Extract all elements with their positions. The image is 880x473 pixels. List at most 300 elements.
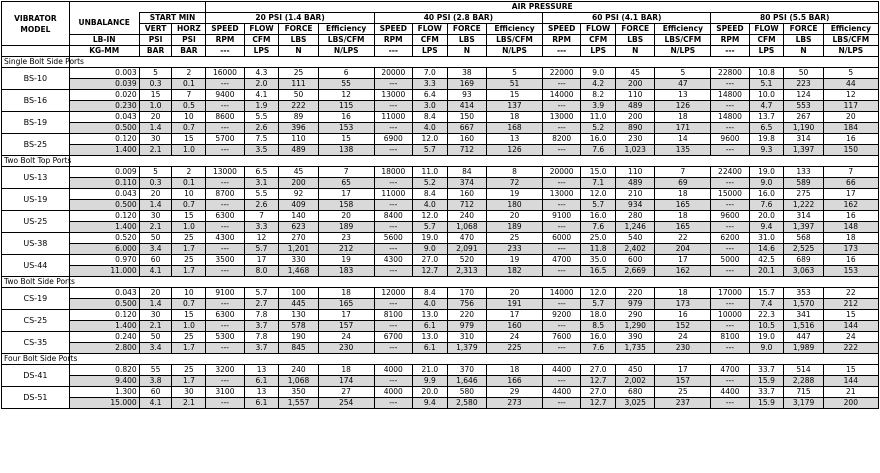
table-row — [2, 112, 879, 123]
table-cell: 0.043 — [69, 189, 139, 200]
table-cell: 20 — [823, 112, 878, 123]
unit-efficiency-metric: N/LPS — [318, 46, 374, 57]
model-name: BS-16 — [2, 90, 70, 112]
table-cell: 2,288 — [784, 376, 823, 387]
table-cell: --- — [206, 299, 244, 310]
table-cell: 27.0 — [412, 255, 447, 266]
model-name: DS-51 — [2, 387, 70, 409]
table-cell: --- — [206, 101, 244, 112]
table-cell: 5300 — [206, 332, 244, 343]
table-cell: 0.039 — [69, 79, 139, 90]
unit-force-us: LBS — [784, 35, 823, 46]
table-cell: 30 — [139, 211, 172, 222]
table-cell: 20 — [139, 288, 172, 299]
table-cell: --- — [543, 178, 581, 189]
table-cell: 14800 — [711, 112, 749, 123]
vert-header: VERT — [139, 24, 172, 35]
table-cell: 9.0 — [749, 178, 784, 189]
table-cell: --- — [543, 321, 581, 332]
table-cell: 414 — [447, 101, 486, 112]
table-row-metric — [2, 321, 879, 332]
unit-efficiency-metric: N/LPS — [823, 46, 878, 57]
col-speed-header: SPEED — [543, 24, 581, 35]
table-cell: 8.0 — [244, 266, 279, 277]
table-cell: 12 — [823, 90, 878, 101]
table-cell: 2.1 — [139, 145, 172, 156]
table-cell: 15 — [139, 90, 172, 101]
table-cell: 47 — [655, 79, 711, 90]
unit-speed-metric: --- — [206, 46, 244, 57]
table-cell: 117 — [823, 101, 878, 112]
table-cell: 135 — [655, 145, 711, 156]
table-cell: 3,025 — [616, 398, 655, 409]
horz-header: HORZ — [172, 24, 206, 35]
table-cell: --- — [374, 321, 412, 332]
table-cell: 22400 — [711, 167, 749, 178]
table-cell: 50 — [139, 332, 172, 343]
table-cell: 6900 — [374, 134, 412, 145]
table-row — [2, 68, 879, 79]
table-cell: 15 — [318, 134, 374, 145]
table-cell: 165 — [655, 222, 711, 233]
col-speed-header: SPEED — [206, 24, 244, 35]
col-force-header: FORCE — [616, 24, 655, 35]
table-cell: 210 — [616, 189, 655, 200]
col-force-header: FORCE — [784, 24, 823, 35]
table-cell: 12.0 — [581, 189, 616, 200]
table-cell: 13 — [244, 365, 279, 376]
table-cell: 160 — [447, 134, 486, 145]
unit-flow-metric: LPS — [749, 46, 784, 57]
table-cell: 180 — [486, 200, 542, 211]
table-cell: 15 — [823, 365, 878, 376]
table-cell: 3100 — [206, 387, 244, 398]
table-cell: 18 — [655, 288, 711, 299]
table-row-metric — [2, 101, 879, 112]
table-cell: 8 — [486, 167, 542, 178]
table-cell: 27 — [318, 387, 374, 398]
table-cell: 1,290 — [616, 321, 655, 332]
table-cell: --- — [711, 222, 749, 233]
table-cell: 124 — [784, 90, 823, 101]
table-cell: 9100 — [206, 288, 244, 299]
table-row-metric — [2, 123, 879, 134]
table-cell: 0.500 — [69, 299, 139, 310]
table-cell: 0.043 — [69, 288, 139, 299]
table-cell: 4400 — [543, 387, 581, 398]
table-cell: 409 — [279, 200, 318, 211]
table-cell: 25.0 — [581, 233, 616, 244]
col-efficiency-header: Efficiency — [823, 24, 878, 35]
pressure-60-header: 60 PSI (4.1 BAR) — [543, 13, 711, 24]
table-cell: 19.0 — [412, 233, 447, 244]
table-cell: 20.1 — [749, 266, 784, 277]
section-spacer — [69, 354, 878, 365]
unit-efficiency-us: LBS/CFM — [823, 35, 878, 46]
table-cell: 1,201 — [279, 244, 318, 255]
table-cell: 1.400 — [69, 321, 139, 332]
table-cell: 15.7 — [749, 288, 784, 299]
unit-force-metric: N — [616, 46, 655, 57]
model-name: BS-25 — [2, 134, 70, 156]
table-cell: 126 — [486, 145, 542, 156]
table-cell: 18 — [486, 365, 542, 376]
table-row — [2, 288, 879, 299]
table-cell: 111 — [279, 79, 318, 90]
table-cell: 8200 — [543, 134, 581, 145]
table-cell: --- — [374, 79, 412, 90]
model-name: US-25 — [2, 211, 70, 233]
table-cell: 2.800 — [69, 343, 139, 354]
table-cell: 212 — [823, 299, 878, 310]
table-cell: 11000 — [374, 189, 412, 200]
section-row — [2, 277, 879, 288]
table-cell: 0.043 — [69, 112, 139, 123]
table-cell: 169 — [447, 79, 486, 90]
table-cell: 237 — [655, 398, 711, 409]
table-cell: 7.0 — [412, 68, 447, 79]
table-cell: 15.000 — [69, 398, 139, 409]
table-cell: 22000 — [543, 68, 581, 79]
table-cell: --- — [543, 145, 581, 156]
col-efficiency-header: Efficiency — [318, 24, 374, 35]
table-cell: 189 — [486, 222, 542, 233]
table-cell: 2,091 — [447, 244, 486, 255]
table-cell: 15 — [172, 211, 206, 222]
section-spacer — [69, 156, 878, 167]
table-cell: 12 — [244, 233, 279, 244]
table-cell: 979 — [447, 321, 486, 332]
table-cell: 3500 — [206, 255, 244, 266]
table-row-metric — [2, 398, 879, 409]
table-cell: 712 — [447, 145, 486, 156]
table-cell: 578 — [279, 321, 318, 332]
table-cell: 979 — [616, 299, 655, 310]
table-cell: 6000 — [543, 233, 581, 244]
table-cell: 6700 — [374, 332, 412, 343]
table-cell: --- — [711, 79, 749, 90]
table-cell: 1,222 — [784, 200, 823, 211]
table-cell: 20 — [486, 288, 542, 299]
unit-efficiency-metric: N/LPS — [486, 46, 542, 57]
table-cell: --- — [711, 299, 749, 310]
table-cell: 5.1 — [749, 79, 784, 90]
table-cell: --- — [543, 200, 581, 211]
unit-speed-metric: --- — [374, 46, 412, 57]
table-cell: 183 — [318, 266, 374, 277]
table-cell: 55 — [318, 79, 374, 90]
table-row — [2, 211, 879, 222]
table-cell: 1,246 — [616, 222, 655, 233]
table-cell: 623 — [279, 222, 318, 233]
table-cell: 8.2 — [581, 90, 616, 101]
table-cell: 16 — [823, 211, 878, 222]
table-cell: 8700 — [206, 189, 244, 200]
table-cell: 18 — [318, 288, 374, 299]
table-cell: --- — [543, 266, 581, 277]
table-cell: 15.9 — [749, 398, 784, 409]
table-cell: 165 — [655, 200, 711, 211]
table-cell: --- — [374, 244, 412, 255]
table-cell: 7.8 — [244, 310, 279, 321]
table-cell: 115 — [318, 101, 374, 112]
unit-unbalance-metric: KG-MM — [69, 46, 139, 57]
table-cell: 212 — [318, 244, 374, 255]
table-cell: --- — [543, 222, 581, 233]
unit-efficiency-metric: N/LPS — [655, 46, 711, 57]
table-cell: 0.7 — [172, 123, 206, 134]
table-cell: 162 — [823, 200, 878, 211]
table-cell: 447 — [784, 332, 823, 343]
unit-force-us: LBS — [279, 35, 318, 46]
section-title: Two Bolt Side Ports — [2, 277, 70, 288]
vibrator-spec-table — [1, 1, 879, 409]
table-cell: 138 — [318, 145, 374, 156]
table-cell: 230 — [318, 343, 374, 354]
table-cell: 3.1 — [244, 178, 279, 189]
table-cell: 18000 — [374, 167, 412, 178]
table-cell: 1.0 — [172, 222, 206, 233]
unit-speed-metric: --- — [711, 46, 749, 57]
table-cell: 4000 — [374, 387, 412, 398]
model-name: US-13 — [2, 167, 70, 189]
table-cell: 8.4 — [412, 189, 447, 200]
table-row-metric — [2, 178, 879, 189]
table-cell: 14.6 — [749, 244, 784, 255]
table-cell: 756 — [447, 299, 486, 310]
table-cell: 330 — [279, 255, 318, 266]
table-cell: 15 — [486, 90, 542, 101]
table-cell: 150 — [823, 145, 878, 156]
table-cell: 314 — [784, 211, 823, 222]
table-cell: 4.0 — [412, 299, 447, 310]
table-cell: 10 — [172, 189, 206, 200]
col-efficiency-header: Efficiency — [655, 24, 711, 35]
table-cell: 845 — [279, 343, 318, 354]
table-cell: 191 — [486, 299, 542, 310]
table-cell: 42.5 — [749, 255, 784, 266]
table-cell: 390 — [616, 332, 655, 343]
table-cell: 4300 — [206, 233, 244, 244]
table-cell: 280 — [616, 211, 655, 222]
table-cell: 0.3 — [139, 178, 172, 189]
table-cell: 7.6 — [749, 200, 784, 211]
table-cell: 9200 — [543, 310, 581, 321]
table-cell: --- — [206, 200, 244, 211]
unit-unbalance-us: LB-IN — [69, 35, 139, 46]
table-cell: --- — [711, 200, 749, 211]
table-cell: 19.8 — [749, 134, 784, 145]
table-cell: 7600 — [543, 332, 581, 343]
table-cell: --- — [206, 244, 244, 255]
table-cell: 25 — [486, 233, 542, 244]
table-cell: 2.1 — [172, 398, 206, 409]
table-cell: 25 — [172, 365, 206, 376]
table-cell: --- — [374, 222, 412, 233]
table-cell: 222 — [823, 343, 878, 354]
table-cell: 0.3 — [139, 79, 172, 90]
col-speed-header: SPEED — [711, 24, 749, 35]
table-cell: 17 — [244, 255, 279, 266]
table-cell: 9.4 — [412, 398, 447, 409]
table-cell: 2 — [172, 167, 206, 178]
table-cell: 0.003 — [69, 68, 139, 79]
table-cell: 489 — [616, 178, 655, 189]
table-cell: 5000 — [711, 255, 749, 266]
pressure-20-header: 20 PSI (1.4 BAR) — [206, 13, 374, 24]
table-cell: 22 — [655, 233, 711, 244]
table-cell: 21 — [823, 387, 878, 398]
table-cell: 1,397 — [784, 222, 823, 233]
table-cell: 4300 — [374, 255, 412, 266]
table-cell: 13000 — [543, 189, 581, 200]
table-cell: 27.0 — [581, 365, 616, 376]
table-cell: 72 — [486, 178, 542, 189]
table-cell: 240 — [279, 365, 318, 376]
table-cell: 2 — [172, 68, 206, 79]
table-cell: 12.0 — [412, 134, 447, 145]
table-cell: 2,525 — [784, 244, 823, 255]
table-cell: 11.000 — [69, 266, 139, 277]
table-cell: 5.7 — [412, 145, 447, 156]
section-row — [2, 57, 879, 68]
table-cell: 275 — [784, 189, 823, 200]
unit-force-us: LBS — [616, 35, 655, 46]
table-cell: 6.5 — [244, 167, 279, 178]
table-cell: 680 — [616, 387, 655, 398]
table-cell: 2.0 — [244, 79, 279, 90]
table-cell: 160 — [486, 321, 542, 332]
table-cell: --- — [711, 244, 749, 255]
table-cell: 2,669 — [616, 266, 655, 277]
model-name: US-38 — [2, 233, 70, 255]
unit-force-us: LBS — [447, 35, 486, 46]
table-cell: 29 — [486, 387, 542, 398]
table-cell: 1.7 — [172, 266, 206, 277]
table-row-metric — [2, 200, 879, 211]
col-speed-header: SPEED — [374, 24, 412, 35]
table-cell: 4.0 — [412, 200, 447, 211]
table-cell: 140 — [279, 211, 318, 222]
table-cell: 10.0 — [749, 90, 784, 101]
table-cell: 4.7 — [749, 101, 784, 112]
table-cell: 20.0 — [412, 387, 447, 398]
table-cell: 16 — [823, 134, 878, 145]
table-cell: 16000 — [206, 68, 244, 79]
table-cell: 24 — [486, 332, 542, 343]
table-cell: 15 — [823, 310, 878, 321]
table-cell: 1.0 — [172, 321, 206, 332]
table-cell: 8100 — [711, 332, 749, 343]
table-cell: 489 — [279, 145, 318, 156]
table-cell: 310 — [447, 332, 486, 343]
table-cell: 19 — [486, 189, 542, 200]
table-cell: 1,379 — [447, 343, 486, 354]
table-cell: --- — [206, 79, 244, 90]
unit-force-metric: N — [279, 46, 318, 57]
table-cell: 1,068 — [447, 222, 486, 233]
table-cell: 1.7 — [172, 244, 206, 255]
table-cell: 22.3 — [749, 310, 784, 321]
table-cell: 11000 — [374, 112, 412, 123]
unit-efficiency-us: LBS/CFM — [318, 35, 374, 46]
table-cell: 16.0 — [581, 332, 616, 343]
table-cell: --- — [206, 343, 244, 354]
table-cell: 3.3 — [412, 79, 447, 90]
table-cell: 4.1 — [139, 266, 172, 277]
table-cell: 35.0 — [581, 255, 616, 266]
table-cell: --- — [711, 145, 749, 156]
table-cell: 514 — [784, 365, 823, 376]
table-cell: 100 — [279, 288, 318, 299]
table-cell: 137 — [486, 101, 542, 112]
table-cell: 144 — [823, 376, 878, 387]
table-cell: 10000 — [711, 310, 749, 321]
table-cell: 200 — [823, 398, 878, 409]
table-cell: 267 — [784, 112, 823, 123]
table-cell: 3.0 — [412, 101, 447, 112]
table-body — [2, 57, 879, 409]
table-cell: 9.0 — [581, 68, 616, 79]
table-cell: 2.1 — [139, 222, 172, 233]
table-cell: 16 — [823, 255, 878, 266]
table-row — [2, 365, 879, 376]
table-cell: 9600 — [711, 134, 749, 145]
table-cell: 200 — [279, 178, 318, 189]
table-cell: 158 — [318, 200, 374, 211]
table-cell: 12.7 — [412, 266, 447, 277]
table-cell: 84 — [447, 167, 486, 178]
table-cell: 7.5 — [244, 134, 279, 145]
table-cell: 200 — [616, 79, 655, 90]
table-cell: 5700 — [206, 134, 244, 145]
table-cell: 470 — [447, 233, 486, 244]
table-cell: 7.4 — [749, 299, 784, 310]
table-cell: 4.0 — [412, 123, 447, 134]
table-cell: 2,580 — [447, 398, 486, 409]
table-row — [2, 233, 879, 244]
table-cell: --- — [711, 123, 749, 134]
table-cell: 13.0 — [412, 332, 447, 343]
table-row-metric — [2, 222, 879, 233]
table-row-metric — [2, 376, 879, 387]
table-cell: --- — [543, 101, 581, 112]
table-cell: 5 — [823, 68, 878, 79]
table-cell: 157 — [318, 321, 374, 332]
table-cell: 1,570 — [784, 299, 823, 310]
table-row — [2, 310, 879, 321]
table-row — [2, 90, 879, 101]
table-cell: 6.000 — [69, 244, 139, 255]
table-cell: 7 — [244, 211, 279, 222]
table-cell: 6 — [318, 68, 374, 79]
table-cell: 2,402 — [616, 244, 655, 255]
table-cell: 4700 — [711, 365, 749, 376]
table-cell: 1.400 — [69, 222, 139, 233]
table-cell: --- — [374, 123, 412, 134]
table-row-metric — [2, 79, 879, 90]
unit-force-metric: N — [784, 46, 823, 57]
table-cell: 520 — [447, 255, 486, 266]
section-row — [2, 156, 879, 167]
table-cell: 5 — [486, 68, 542, 79]
table-row — [2, 134, 879, 145]
table-cell: 13000 — [374, 90, 412, 101]
table-cell: 148 — [823, 222, 878, 233]
table-cell: 3.7 — [244, 343, 279, 354]
table-cell: 8.5 — [581, 321, 616, 332]
table-cell: 1,068 — [279, 376, 318, 387]
